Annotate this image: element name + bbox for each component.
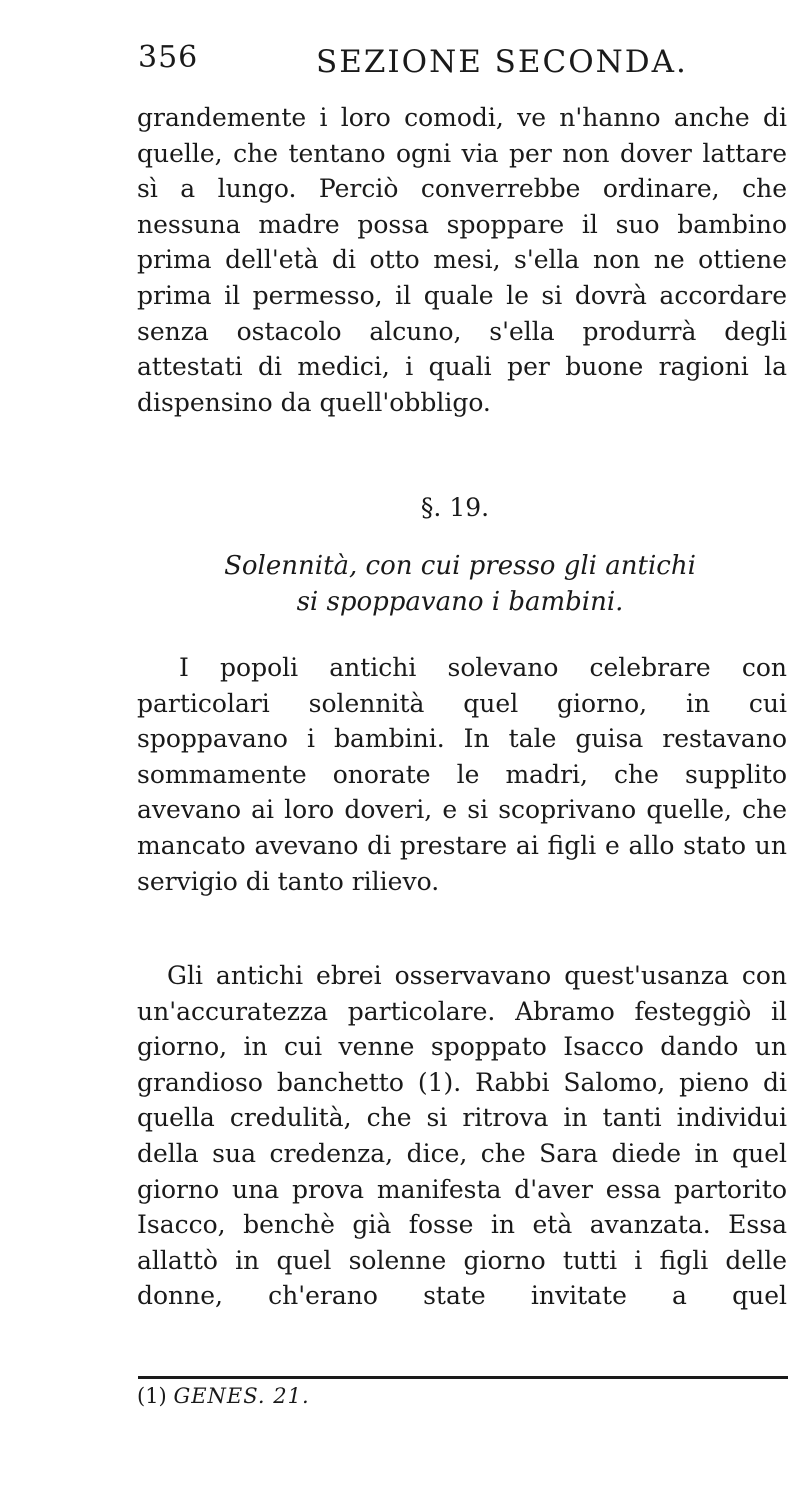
section-title-line-1: Solennità, con cui presso gli antichi [224, 551, 696, 581]
page-number: 356 [138, 40, 199, 75]
paragraph-popoli-antichi: I popoli antichi solevano celebrare con particolari solennità quel giorno, in cui spoppavano i bambini. In tale guisa restavano sommamente onorate le madri, che supplito avevano ai loro doveri, e si scoprivano quelle, che mancato avevano di prestare ai figli e allo stato un servigio di tanto rilievo. [137, 653, 787, 896]
page-header [138, 40, 770, 90]
section-number: §. 19. [420, 493, 490, 522]
footnote-reference: GENES. 21. [173, 1384, 310, 1408]
footnote-marker: (1) [137, 1384, 167, 1408]
section-title-line-2: si spoppavano i bambini. [296, 587, 624, 617]
paragraph-continuation: grandemente i loro comodi, ve n'hanno anche di quelle, che tentano ogni via per non dover lattare sì a lungo. Perciò converrebbe ordinare, che nessuna madre possa spoppare il suo bambino prima dell'età di otto mesi, s'ella non ne ottiene prima il permesso, il quale le si dovrà accordare senza ostacolo alcuno, s'ella produrrà degli attestati di medici, i quali per buone ragioni la dispensino da quell'obbligo. [137, 103, 787, 417]
footnote-rule [138, 1376, 788, 1379]
running-head: SEZIONE SECONDA. [316, 44, 688, 80]
paragraph-antichi-ebrei: Gli antichi ebrei osservavano quest'usanza con un'accuratezza particolare. Abramo festeggiò il giorno, in cui venne spoppato Isacco dando un grandioso banchetto (1). Rabbi Salomo, pieno di quella credulità, che si ritrova in tanti individui della sua credenza, dice, che Sara diede in quel giorno una prova manifesta d'aver essa partorito Isacco, benchè già fosse in età avanzata. Essa allattò in quel solenne giorno tutti i figli delle donne, ch'erano state invitate a quel [137, 961, 787, 1311]
footnote [137, 1384, 310, 1408]
section-title [120, 548, 800, 620]
